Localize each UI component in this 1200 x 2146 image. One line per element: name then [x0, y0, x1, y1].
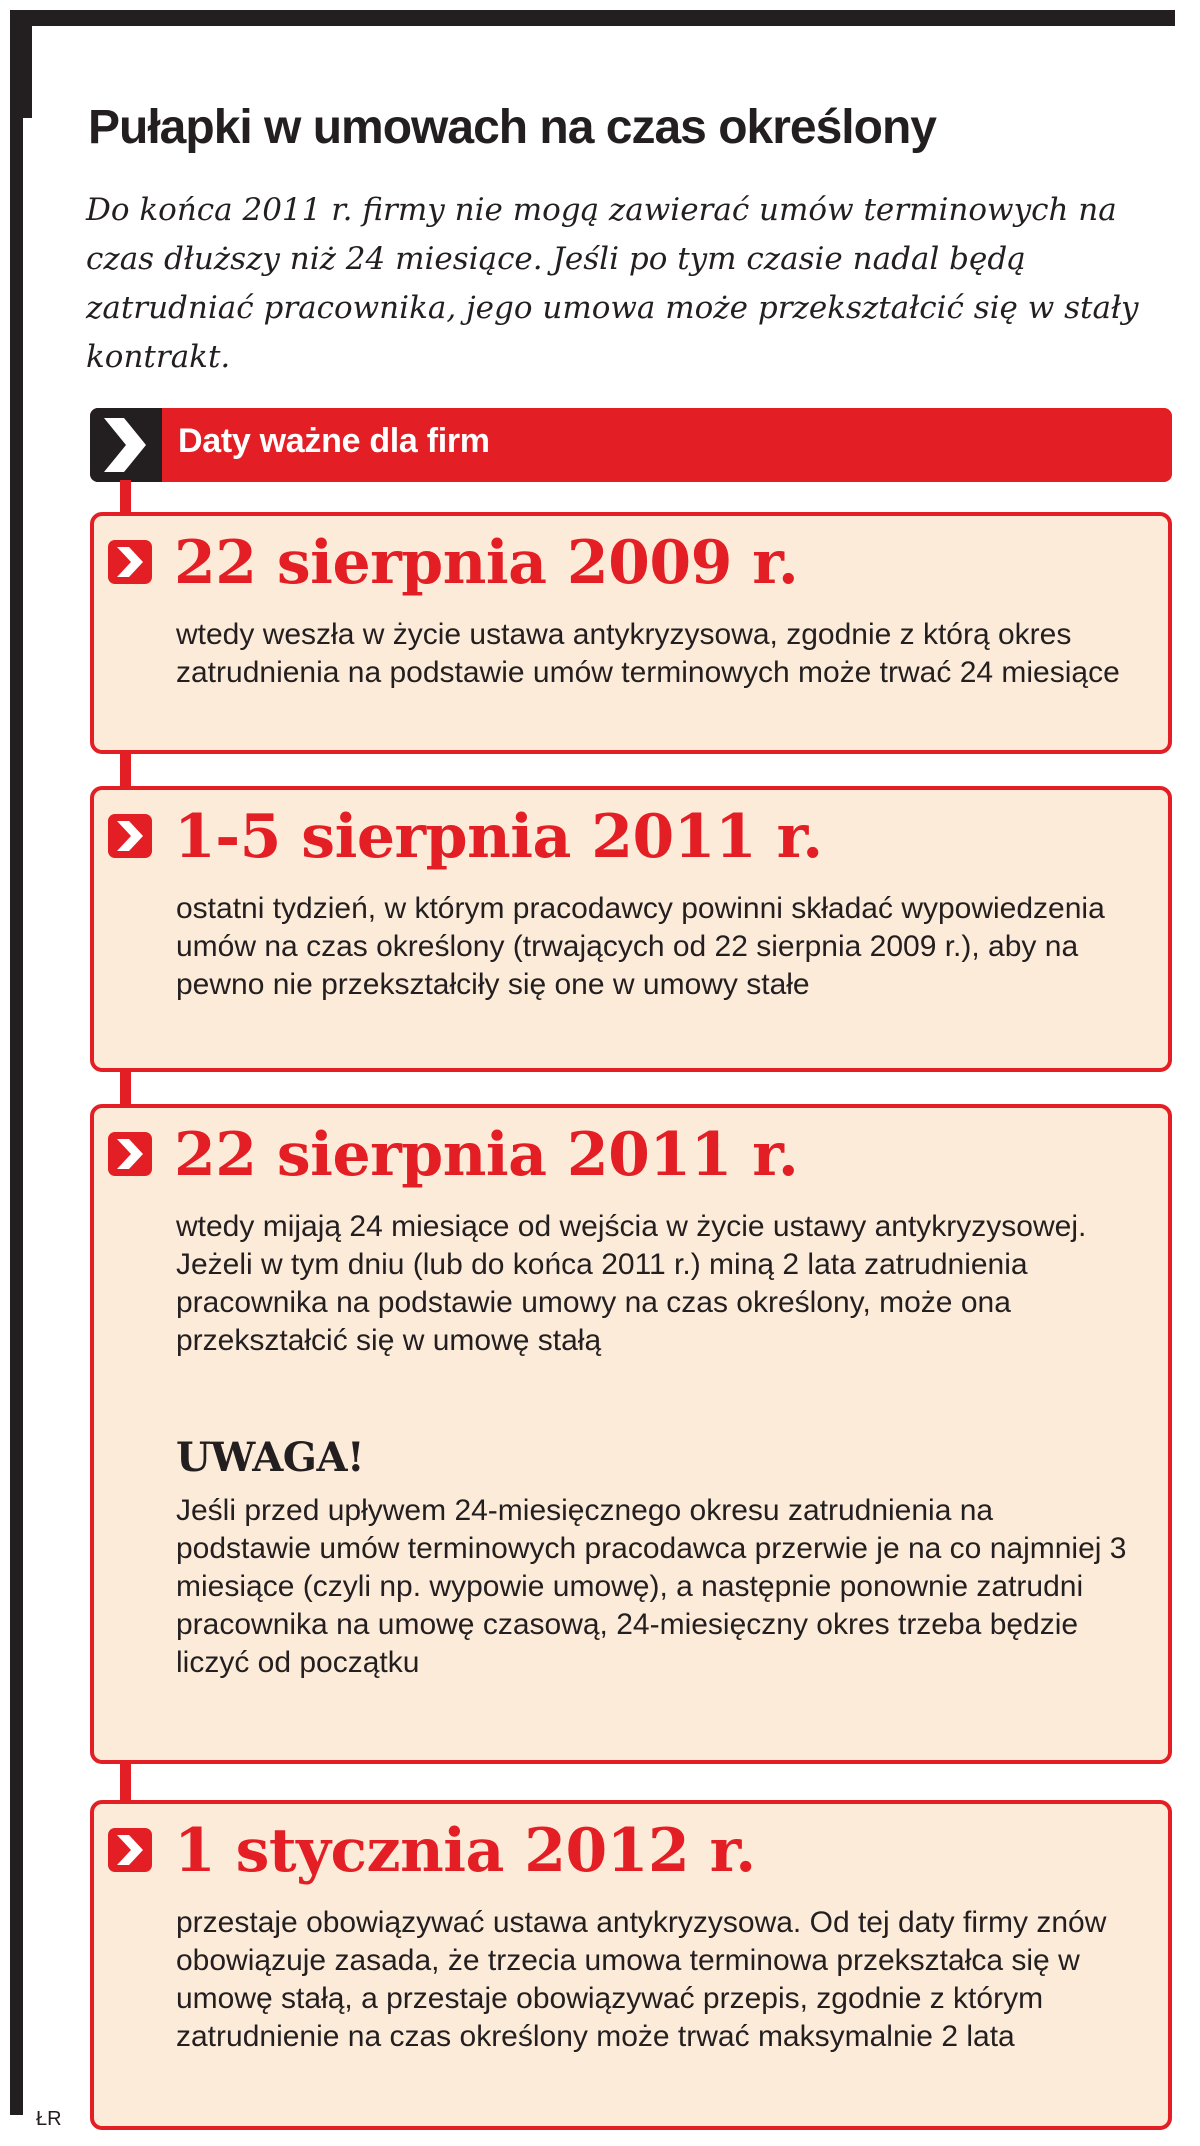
- section-label: Daty ważne dla firm: [178, 422, 490, 460]
- note-text: Jeśli przed upływem 24-miesięcznego okresu zatrudnienia na podstawie umów terminowych pracodawca przerwie je na co najmniej 3 miesiące (czyli np. wypowie umowę), a następnie ponownie zatrudni pracownika na umowę czasową, 24-miesięczny okres trzeba będzie liczyć od początku: [176, 1494, 1127, 1679]
- chevron-right-icon: [100, 416, 150, 474]
- date-card: [90, 786, 1172, 1072]
- date-card: [90, 1800, 1172, 2130]
- frame-top-rule: [10, 10, 1175, 26]
- lead-paragraph: Do końca 2011 r. firmy nie mogą zawierać umów terminowych na czas dłuższy niż 24 miesiące. Jeśli po tym czasie nadal będą zatrudniać pracownika, jego umowa może przekształcić się w stały kontrakt.: [86, 192, 1139, 375]
- frame-corner: [10, 10, 32, 118]
- date-card: [90, 1104, 1172, 1764]
- chevron-right-icon: [108, 1828, 152, 1872]
- card-date: 22 sierpnia 2011 r.: [174, 1120, 799, 1190]
- frame-left-rule: [10, 10, 23, 2115]
- card-text: przestaje obowiązywać ustawa antykryzysowa. Od tej daty firmy znów obowiązuje zasada, że trzecia umowa terminowa przekształca się w umowę stałą, a przestaje obowiązywać przepis, zgodnie z którym zatrudnienie na czas określony może trwać maksymalnie 2 lata: [176, 1906, 1107, 2053]
- chevron-right-icon: [108, 540, 152, 584]
- card-date: 1-5 sierpnia 2011 r.: [174, 802, 823, 872]
- card-text: wtedy weszła w życie ustawa antykryzysowa, zgodnie z którą okres zatrudnienia na podstawie umów terminowych może trwać 24 miesiące: [176, 618, 1120, 689]
- card-date: 22 sierpnia 2009 r.: [174, 528, 799, 598]
- card-date: 1 stycznia 2012 r.: [174, 1816, 756, 1886]
- note-title: UWAGA!: [176, 1434, 365, 1481]
- date-card: [90, 512, 1172, 754]
- timeline-connector: [120, 750, 131, 790]
- timeline-connector: [120, 1068, 131, 1108]
- author-credit: ŁR: [36, 2108, 62, 2130]
- card-text: ostatni tydzień, w którym pracodawcy powinni składać wypowiedzenia umów na czas określony (trwających od 22 sierpnia 2009 r.), aby na pewno nie przekształciły się one w umowy stałe: [176, 892, 1105, 1001]
- chevron-right-icon: [108, 814, 152, 858]
- card-text: wtedy mijają 24 miesiące od wejścia w życie ustawy antykryzysowej. Jeżeli w tym dniu (lub do końca 2011 r.) miną 2 lata zatrudnienia pracownika na podstawie umowy na czas określony, może ona przekształcić się w umowę stałą: [176, 1210, 1087, 1357]
- section-header: [90, 408, 1172, 482]
- section-arrow-box: [90, 408, 162, 482]
- chevron-right-icon: [108, 1132, 152, 1176]
- page-title: Pułapki w umowach na czas określony: [88, 101, 936, 154]
